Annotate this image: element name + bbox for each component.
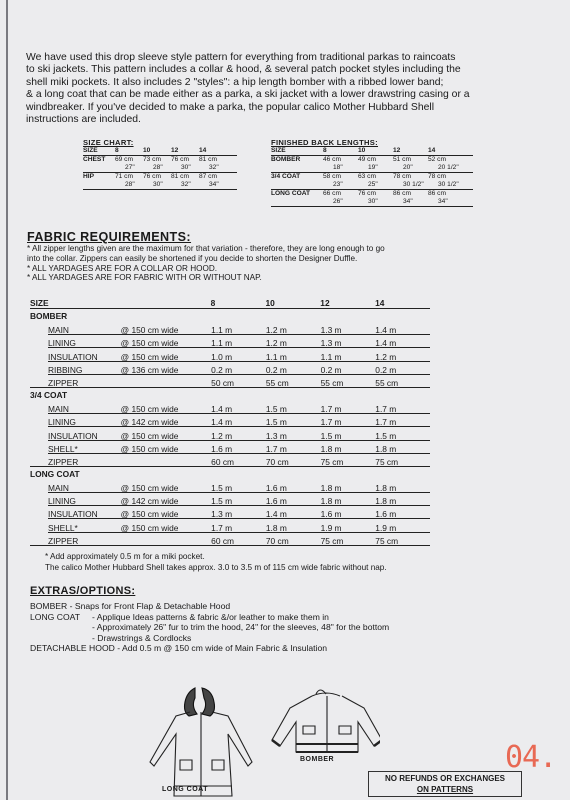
fabric-amount: 1.7 m <box>265 443 287 454</box>
fabric-row <box>30 401 430 414</box>
fabric-amount: 1.7 m <box>320 404 342 415</box>
chart-header-cell: 12 <box>171 147 179 154</box>
fabric-amount: 75 cm <box>320 456 344 467</box>
chart-in-cell: 23" <box>333 181 343 188</box>
fabric-width: @ 150 cm wide <box>120 522 179 533</box>
intro-line: shell miki pockets. It also includes 2 "styles": a hip length bomber with a ribbed lower band; <box>26 76 444 88</box>
fabric-amount: 1.5 m <box>265 404 287 415</box>
chart-header-cell: 10 <box>143 147 151 154</box>
chart-row-label: CHEST <box>83 156 106 163</box>
fabric-amount: 1.8 m <box>375 483 397 494</box>
fabric-amount: 75 cm <box>320 535 344 546</box>
bomber-caption: BOMBER <box>300 756 335 763</box>
chart-cm-cell: 73 cm <box>143 156 161 163</box>
chart-cm-cell: 76 cm <box>143 173 161 180</box>
extras-long-coat-item: - Drawstrings & Cordlocks <box>92 632 192 643</box>
extras-bomber: BOMBER - Snaps for Front Flap & Detachable Hood <box>30 601 231 611</box>
fabric-size-10: 10 <box>265 298 275 308</box>
fabric-row <box>30 348 430 361</box>
fabric-amount: 1.2 m <box>265 325 287 336</box>
fabric-size-label: SIZE <box>30 298 49 308</box>
intro-line: & a long coat that can be made either as a parka, a ski jacket with a lower drawstring casing or a <box>26 89 470 101</box>
fabric-group-title: 3/4 COAT <box>30 389 68 400</box>
fabric-item: INSULATION <box>48 509 98 520</box>
chart-header-cell: 12 <box>393 147 401 154</box>
fabric-requirements-title: FABRIC REQUIREMENTS: <box>27 230 192 244</box>
fabric-width: @ 136 cm wide <box>120 364 179 375</box>
fabric-item: SHELL* <box>48 443 78 454</box>
chart-in-cell: 25" <box>368 181 378 188</box>
fabric-size-header <box>30 297 430 309</box>
size-chart <box>83 139 237 190</box>
chart-cm-cell: 81 cm <box>171 173 189 180</box>
intro-line: We have used this drop sleeve style pattern for everything from traditional parkas to raincoats <box>26 52 456 63</box>
chart-spacer <box>83 181 125 189</box>
chart-in-cell: 28" <box>153 164 163 171</box>
fabric-width: @ 150 cm wide <box>120 325 179 336</box>
fabric-amount: 1.2 m <box>211 430 233 441</box>
fabric-amount: 1.3 m <box>265 430 287 441</box>
chart-cm-cell: 86 cm <box>393 190 411 197</box>
extras-list <box>30 601 389 654</box>
chart-cm-cell: 69 cm <box>115 156 133 163</box>
fabric-width: @ 142 cm wide <box>120 496 179 507</box>
chart-cm-cell: 81 cm <box>199 156 217 163</box>
fabric-notes <box>27 244 547 283</box>
fabric-amount: 50 cm <box>211 377 234 388</box>
chart-cm-cell: 87 cm <box>199 173 217 180</box>
fabric-amount: 1.8 m <box>320 443 342 454</box>
chart-header-cell: 10 <box>358 147 366 154</box>
fabric-footnote: The calico Mother Hubbard Shell takes approx. 3.0 to 3.5 m of 115 cm wide fabric without nap. <box>45 563 387 572</box>
chart-spacer <box>83 164 125 172</box>
chart-header-cell: SIZE <box>83 147 98 154</box>
fabric-amount: 1.4 m <box>265 509 287 520</box>
fabric-item: ZIPPER <box>48 377 79 388</box>
fabric-amount: 1.5 m <box>375 430 397 441</box>
fabric-group-title: BOMBER <box>30 311 68 321</box>
fabric-item: INSULATION <box>48 430 98 441</box>
chart-row-label: BOMBER <box>271 156 301 163</box>
fabric-item: ZIPPER <box>48 456 79 467</box>
garment-illustrations <box>140 682 380 800</box>
fabric-amount: 1.5 m <box>320 430 342 441</box>
fabric-width: @ 142 cm wide <box>120 417 179 428</box>
chart-in-cell: 20 1/2" <box>438 164 459 171</box>
fabric-amount: 0.2 m <box>375 364 397 375</box>
chart-header-cell: 8 <box>323 147 327 154</box>
fabric-amount: 70 cm <box>265 535 289 546</box>
fabric-amount: 1.1 m <box>211 325 233 336</box>
fabric-note: * ALL YARDAGES ARE FOR FABRIC WITH OR WITHOUT NAP. <box>27 273 262 283</box>
fabric-size-12: 12 <box>320 298 330 308</box>
chart-cm-cell: 46 cm <box>323 156 341 163</box>
fabric-amount: 70 cm <box>265 456 289 467</box>
extras-long-coat-item: - Approximately 26" fur to trim the hood, 24" for the sleeves, 48" for the bottom <box>92 622 390 633</box>
fabric-amount: 55 cm <box>375 377 399 388</box>
chart-in-cell: 27" <box>125 164 135 171</box>
fabric-amount: 1.4 m <box>375 338 397 349</box>
chart-cm-row <box>271 173 473 181</box>
fabric-amount: 0.2 m <box>320 364 342 375</box>
chart-cm-cell: 52 cm <box>428 156 446 163</box>
fabric-amount: 1.8 m <box>320 496 342 507</box>
chart-cm-row <box>83 173 237 181</box>
long-coat-illustration <box>150 688 252 796</box>
intro-line: windbreaker. If you've decided to make a parka, the popular calico Mother Hubbard Shell <box>26 101 435 113</box>
chart-row-label: LONG COAT <box>271 190 311 197</box>
chart-cm-cell: 76 cm <box>358 190 376 197</box>
chart-in-cell: 30 1/2" <box>438 181 459 188</box>
chart-in-cell: 34" <box>438 198 448 205</box>
fabric-amount: 1.3 m <box>211 509 233 520</box>
chart-cm-cell: 78 cm <box>393 173 411 180</box>
fabric-row <box>30 441 430 454</box>
chart-header-cell: 14 <box>199 147 207 154</box>
fabric-amount: 60 cm <box>211 535 234 546</box>
fabric-item: LINING <box>48 338 76 349</box>
no-refunds-line: NO REFUNDS OR EXCHANGES <box>384 774 505 783</box>
fabric-amount: 1.4 m <box>211 404 233 415</box>
fabric-footnote: * Add approximately 0.5 m for a miki pocket. <box>45 552 205 561</box>
chart-spacer <box>271 181 333 189</box>
fabric-footnotes <box>45 551 387 573</box>
chart-cm-cell: 76 cm <box>171 156 189 163</box>
fabric-item: LINING <box>48 496 76 507</box>
fabric-amount: 1.8 m <box>375 443 397 454</box>
chart-in-cell: 34" <box>209 181 219 188</box>
fabric-item: MAIN <box>48 325 69 336</box>
fabric-table <box>30 297 430 546</box>
chart-in-cell: 30" <box>368 198 378 205</box>
fabric-row <box>30 480 430 493</box>
chart-in-cell: 30 1/2" <box>403 181 424 188</box>
extras-long-coat-item: - Applique Ideas patterns & fabric &/or leather to make them in <box>92 611 329 622</box>
chart-cm-row <box>271 156 473 164</box>
long-coat-caption: LONG COAT <box>162 786 208 793</box>
fabric-amount: 1.8 m <box>375 496 397 507</box>
fabric-width: @ 150 cm wide <box>120 430 179 441</box>
chart-in-cell: 32" <box>209 164 219 171</box>
chart-in-row <box>83 181 237 190</box>
fabric-note: into the collar. Zippers can easily be shortened if you decide to shorten the Designer Duffle. <box>27 253 358 263</box>
fabric-amount: 1.7 m <box>211 522 233 533</box>
fabric-item: MAIN <box>48 483 69 494</box>
fabric-amount: 0.2 m <box>265 364 287 375</box>
chart-row-label: 3/4 COAT <box>271 173 301 180</box>
fabric-amount: 1.1 m <box>265 351 287 362</box>
chart-in-row <box>271 198 473 207</box>
fabric-amount: 1.7 m <box>320 417 342 428</box>
chart-header-cell: SIZE <box>271 147 286 154</box>
chart-spacer <box>271 198 333 206</box>
fabric-amount: 75 cm <box>375 535 399 546</box>
fabric-row <box>30 362 430 375</box>
fabric-amount: 1.1 m <box>211 338 233 349</box>
fabric-size-14: 14 <box>375 298 385 308</box>
fabric-amount: 1.8 m <box>320 483 342 494</box>
fabric-amount: 1.6 m <box>265 496 287 507</box>
fabric-amount: 0.2 m <box>211 364 233 375</box>
chart-in-cell: 34" <box>403 198 413 205</box>
intro-line: to ski jackets. This pattern includes a collar & hood, & several patch pocket styles including the <box>26 64 461 76</box>
back-lengths-title: FINISHED BACK LENGTHS: <box>271 138 379 147</box>
row-underline <box>30 466 430 467</box>
chart-in-cell: 18" <box>333 164 343 171</box>
chart-cm-cell: 63 cm <box>358 173 376 180</box>
chart-cm-row <box>83 156 237 164</box>
extras-long-coat-label: LONG COAT <box>30 611 80 622</box>
chart-header-cell: 14 <box>428 147 436 154</box>
chart-in-cell: 28" <box>125 181 135 188</box>
fabric-amount: 55 cm <box>265 377 289 388</box>
fabric-amount: 55 cm <box>320 377 344 388</box>
fabric-item: MAIN <box>48 404 69 415</box>
fabric-width: @ 150 cm wide <box>120 404 179 415</box>
fabric-item: LINING <box>48 417 76 428</box>
chart-spacer <box>271 164 333 172</box>
fabric-width: @ 150 cm wide <box>120 509 179 520</box>
fabric-row <box>30 427 430 440</box>
fabric-amount: 1.5 m <box>211 496 233 507</box>
fabric-amount: 1.3 m <box>320 325 342 336</box>
chart-in-cell: 20" <box>403 164 413 171</box>
page-edge <box>6 0 8 800</box>
chart-cm-cell: 78 cm <box>428 173 446 180</box>
fabric-amount: 1.0 m <box>211 351 233 362</box>
fabric-amount: 1.9 m <box>320 522 342 533</box>
fabric-amount: 1.6 m <box>211 443 233 454</box>
fabric-group-title: LONG COAT <box>30 468 80 479</box>
chart-in-cell: 30" <box>153 181 163 188</box>
fabric-row <box>30 335 430 348</box>
chart-cm-cell: 58 cm <box>323 173 341 180</box>
fabric-amount: 1.7 m <box>375 404 397 415</box>
fabric-width: @ 150 cm wide <box>120 443 179 454</box>
fabric-amount: 1.2 m <box>265 338 287 349</box>
chart-in-cell: 19" <box>368 164 378 171</box>
fabric-amount: 1.1 m <box>320 351 342 362</box>
fabric-amount: 60 cm <box>211 456 234 467</box>
back-lengths-chart <box>271 139 473 207</box>
fabric-amount: 1.6 m <box>265 483 287 494</box>
fabric-row <box>30 454 430 467</box>
no-refunds-line: ON PATTERNS <box>416 785 474 794</box>
fabric-item: ZIPPER <box>48 535 79 546</box>
fabric-amount: 75 cm <box>375 456 399 467</box>
chart-in-row <box>83 164 237 173</box>
fabric-amount: 1.3 m <box>320 338 342 349</box>
fabric-amount: 1.5 m <box>211 483 233 494</box>
row-underline <box>30 545 430 546</box>
intro-line: instructions are included. <box>26 114 141 126</box>
fabric-amount: 1.6 m <box>320 509 342 520</box>
fabric-width: @ 150 cm wide <box>120 351 179 362</box>
fabric-width: @ 150 cm wide <box>120 338 179 349</box>
fabric-amount: 1.4 m <box>211 417 233 428</box>
chart-in-cell: 26" <box>333 198 343 205</box>
intro-paragraph <box>26 52 556 126</box>
chart-in-cell: 30" <box>181 164 191 171</box>
fabric-row <box>30 414 430 427</box>
fabric-note: * ALL YARDAGES ARE FOR A COLLAR OR HOOD. <box>27 263 218 273</box>
chart-cm-cell: 66 cm <box>323 190 341 197</box>
fabric-amount: 1.5 m <box>265 417 287 428</box>
fabric-row <box>30 493 430 506</box>
fabric-amount: 1.9 m <box>375 522 397 533</box>
no-refunds-notice <box>368 771 522 797</box>
chart-in-cell: 32" <box>181 181 191 188</box>
fabric-amount: 1.4 m <box>375 325 397 336</box>
chart-in-row <box>271 181 473 190</box>
bomber-illustration <box>272 690 380 752</box>
fabric-note: * All zipper lengths given are the maximum for that variation - therefore, they are long enough to go <box>27 244 385 253</box>
fabric-item: INSULATION <box>48 351 98 362</box>
chart-header-row <box>83 147 237 156</box>
fabric-width: @ 150 cm wide <box>120 483 179 494</box>
row-underline <box>30 387 430 388</box>
fabric-row <box>30 519 430 532</box>
chart-cm-cell: 51 cm <box>393 156 411 163</box>
fabric-row <box>30 533 430 546</box>
fabric-amount: 1.8 m <box>265 522 287 533</box>
fabric-amount: 1.6 m <box>375 509 397 520</box>
fabric-item: SHELL* <box>48 522 78 533</box>
fabric-row <box>30 375 430 388</box>
extras-title: EXTRAS/OPTIONS: <box>30 585 136 597</box>
size-chart-title: SIZE CHART: <box>83 138 134 147</box>
chart-header-cell: 8 <box>115 147 119 154</box>
chart-in-row <box>271 164 473 173</box>
fabric-amount: 1.7 m <box>375 417 397 428</box>
extras-hood: DETACHABLE HOOD - Add 0.5 m @ 150 cm wide of Main Fabric & Insulation <box>30 643 328 654</box>
fabric-row <box>30 322 430 335</box>
fabric-size-8: 8 <box>210 298 216 308</box>
fabric-item: RIBBING <box>48 364 83 375</box>
chart-row-label: HIP <box>83 173 94 180</box>
fabric-row <box>30 506 430 519</box>
chart-cm-row <box>271 190 473 198</box>
chart-cm-cell: 49 cm <box>358 156 376 163</box>
chart-cm-cell: 71 cm <box>115 173 133 180</box>
chart-header-row <box>271 147 473 156</box>
date-stamp: 04. <box>505 740 557 775</box>
chart-cm-cell: 86 cm <box>428 190 446 197</box>
fabric-amount: 1.2 m <box>375 351 397 362</box>
